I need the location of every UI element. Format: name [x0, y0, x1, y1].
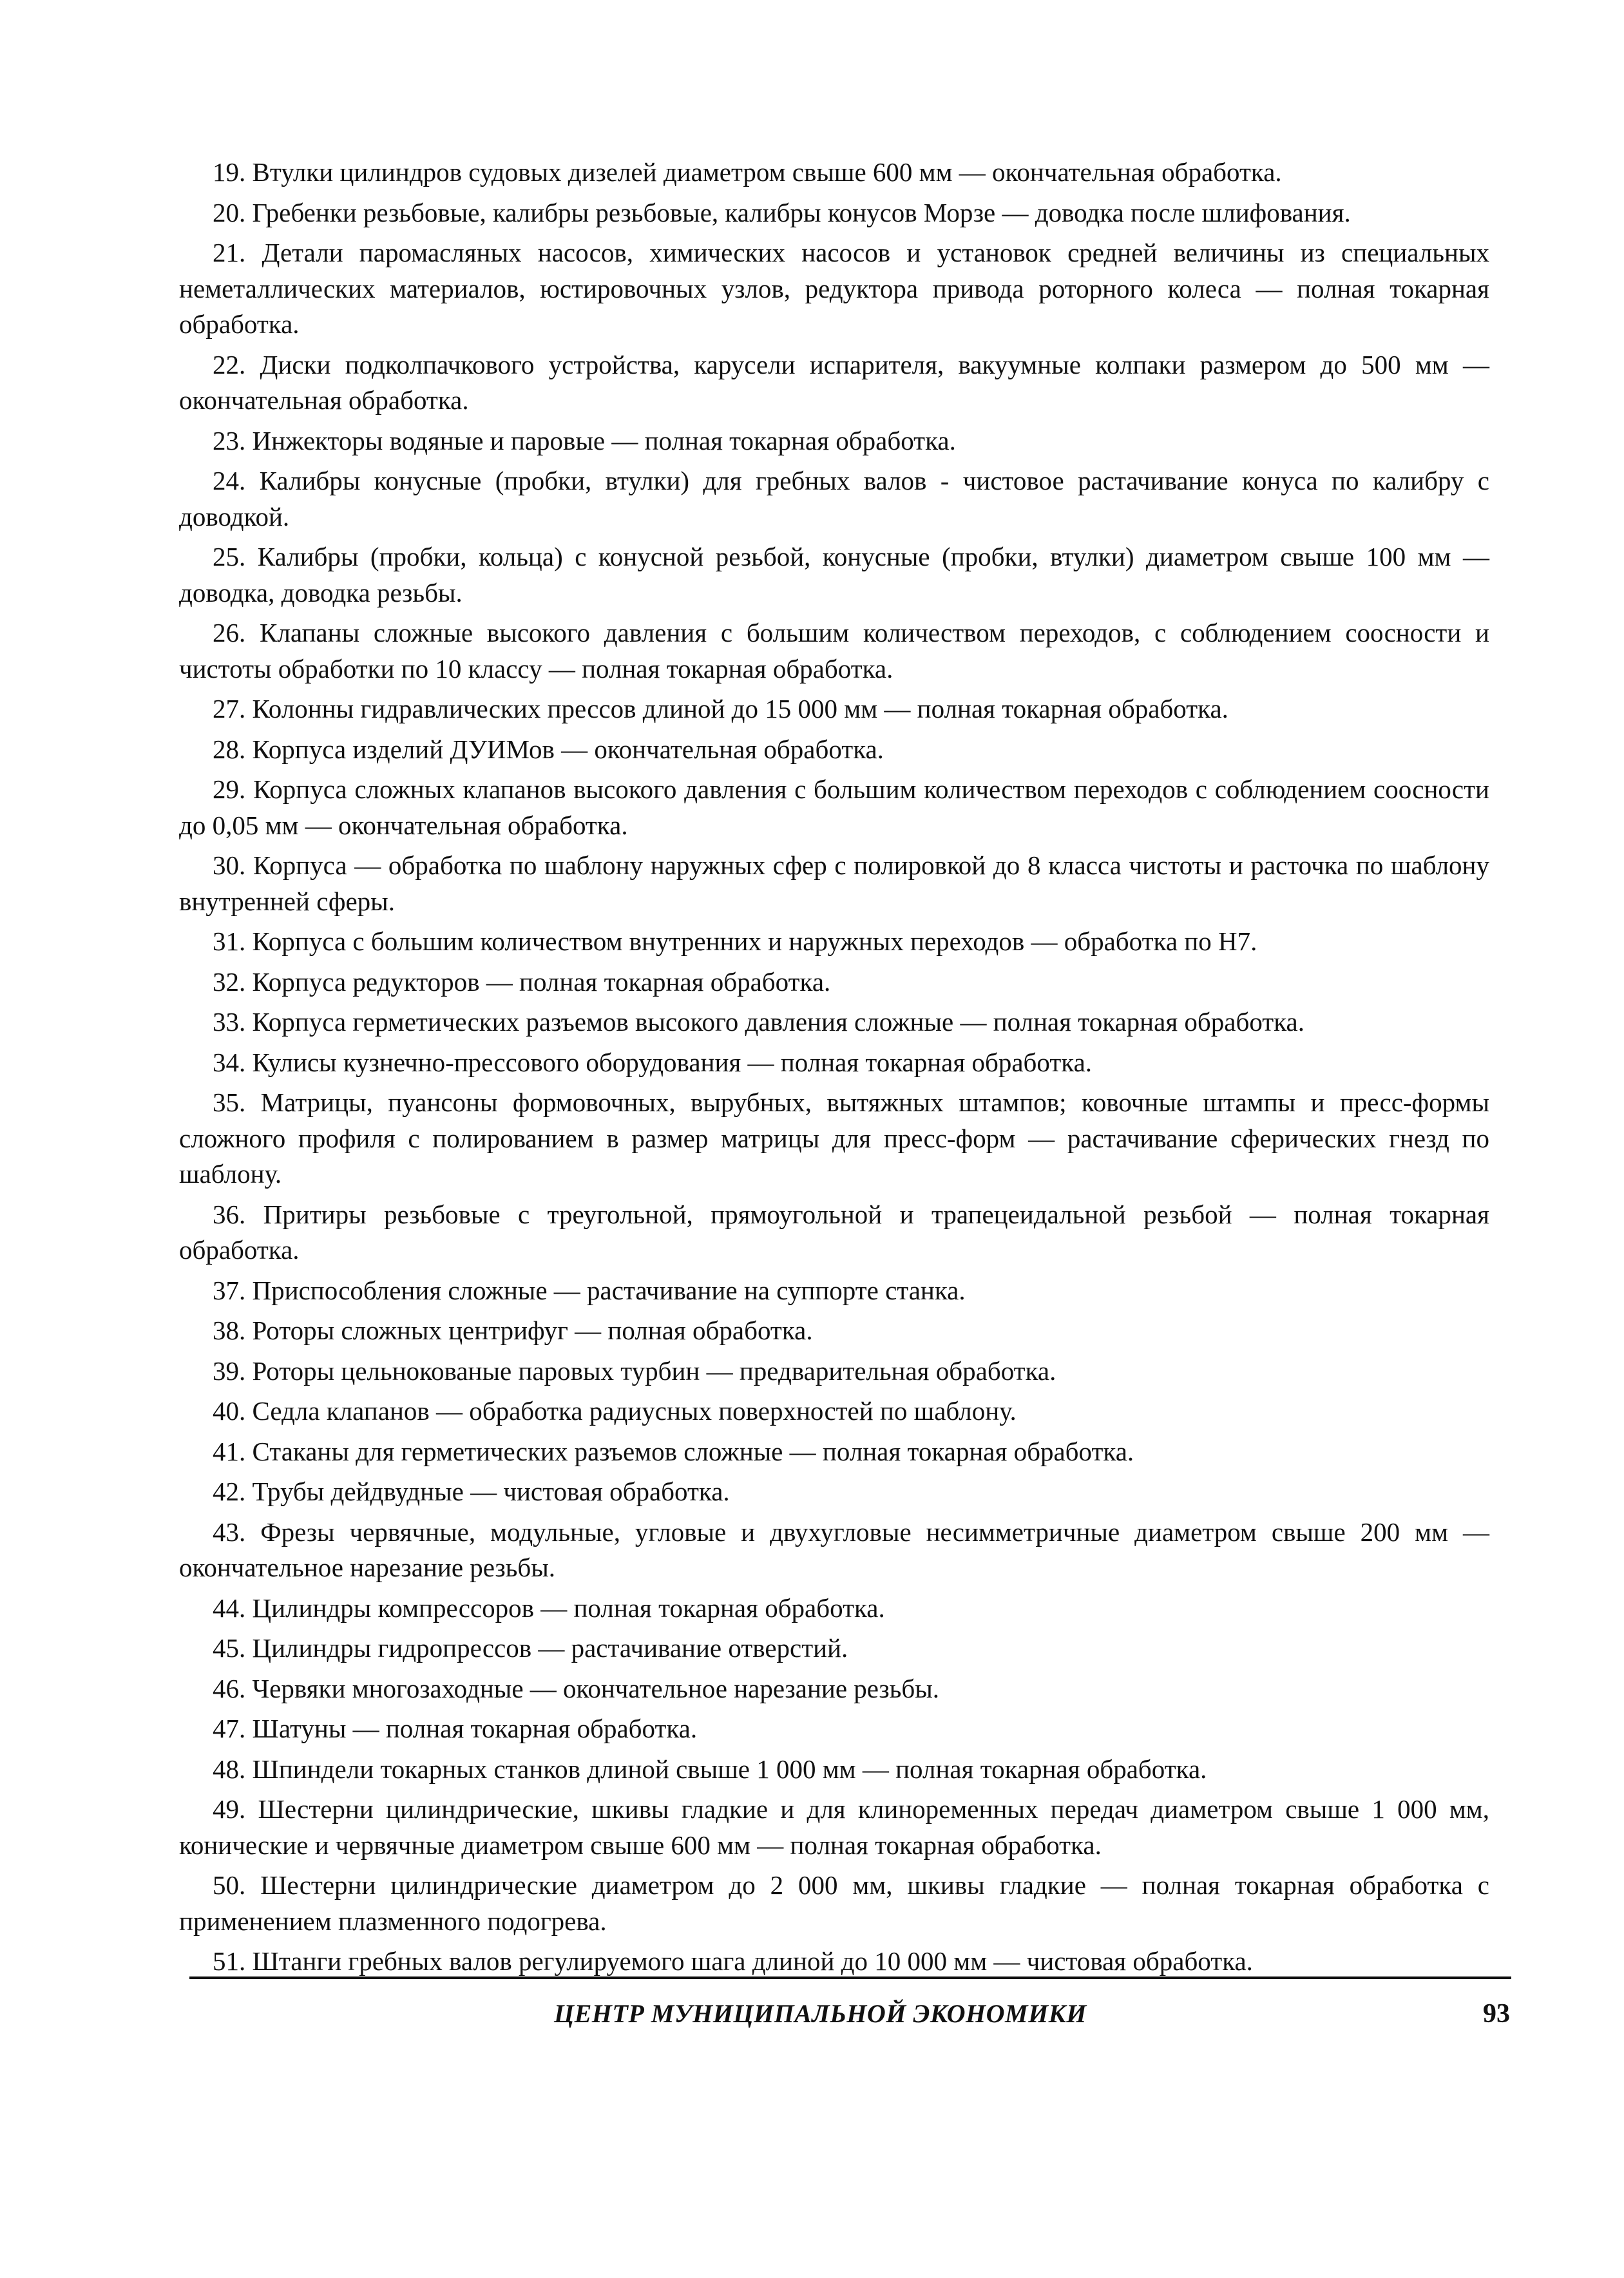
list-item: 44. Цилиндры компрессоров — полная токарная обработка. — [213, 1593, 885, 1623]
list-item: 30. Корпуса — обработка по шаблону наружных сфер с полировкой до 8 класса чистоты и расточка по шаблону внутренней сферы. — [179, 850, 1489, 916]
list-item: 42. Трубы дейдвудные — чистовая обработка. — [213, 1477, 730, 1506]
list-item: 38. Роторы сложных центрифуг — полная обработка. — [213, 1316, 813, 1345]
list-item: 31. Корпуса с большим количеством внутренних и наружных переходов — обработка по Н7. — [213, 926, 1257, 956]
list-item: 19. Втулки цилиндров судовых дизелей диаметром свыше 600 мм — окончательная обработка. — [213, 157, 1282, 187]
list-item: 32. Корпуса редукторов — полная токарная обработка. — [213, 966, 831, 997]
list-item: 27. Колонны гидравлических прессов длиной до 15 000 мм — полная токарная обработка. — [213, 694, 1228, 723]
list-item: 51. Штанги гребных валов регулируемого шага длиной до 10 000 мм — чистовая обработка. — [213, 1946, 1253, 1976]
list-item: 22. Диски подколпачкового устройства, карусели испарителя, вакуумные колпаки размером до 500 мм — окончательная обработка. — [179, 349, 1489, 415]
item-list — [179, 155, 1489, 1984]
list-item: 34. Кулисы кузнечно-прессового оборудования — полная токарная обработка. — [213, 1047, 1093, 1077]
list-item: 40. Седла клапанов — обработка радиусных поверхностей по шаблону. — [213, 1396, 1017, 1426]
list-item: 25. Калибры (пробки, кольца) с конусной резьбой, конусные (пробки, втулки) диаметром свыше 100 мм — доводка, доводка резьбы. — [179, 542, 1489, 608]
list-item: 49. Шестерни цилиндрические, шкивы гладкие и для клиноременных передач диаметром свыше 1 000 мм, конические и червячные диаметром свыше 600 мм — полная токарная обработка. — [179, 1794, 1489, 1860]
list-item: 47. Шатуны — полная токарная обработка. — [213, 1714, 698, 1743]
list-item: 29. Корпуса сложных клапанов высокого давления с большим количеством переходов с соблюдением соосности до 0,05 мм — окончательная обработка. — [179, 774, 1489, 840]
footer-divider — [189, 1977, 1511, 1979]
list-item: 20. Гребенки резьбовые, калибры резьбовые, калибры конусов Морзе — доводка после шлифования. — [213, 197, 1351, 227]
list-item: 39. Роторы цельнокованые паровых турбин — предварительная обработка. — [213, 1355, 1056, 1386]
list-item: 21. Детали паромасляных насосов, химических насосов и установок средней величины из специальных неметаллических материалов, юстировочных узлов, редуктора привода роторного колеса — полная токарная обработка. — [179, 238, 1489, 339]
list-item: 37. Приспособления сложные — растачивание на суппорте станка. — [213, 1275, 966, 1305]
list-item: 48. Шпиндели токарных станков длиной свыше 1 000 мм — полная токарная обработка. — [213, 1754, 1207, 1784]
list-item: 33. Корпуса герметических разъемов высокого давления сложные — полная токарная обработка. — [213, 1007, 1304, 1037]
list-item: 35. Матрицы, пуансоны формовочных, вырубных, вытяжных штампов; ковочные штампы и пресс-формы сложного профиля с полированием в размер матрицы для пресс-форм — растачивание сферических гнезд по шаблону. — [179, 1087, 1489, 1189]
list-item: 41. Стаканы для герметических разъемов сложные — полная токарная обработка. — [213, 1436, 1134, 1466]
list-item: 26. Клапаны сложные высокого давления с большим количеством переходов, с соблюдением соосности и чистоты обработки по 10 классу — полная токарная обработка. — [179, 618, 1489, 684]
footer-title: ЦЕНТР МУНИЦИПАЛЬНОЙ ЭКОНОМИКИ — [554, 1999, 1087, 2028]
list-item: 23. Инжекторы водяные и паровые — полная токарная обработка. — [213, 425, 956, 455]
list-item: 46. Червяки многозаходные — окончательное нарезание резьбы. — [213, 1673, 940, 1703]
page-number: 93 — [1483, 1999, 1510, 2029]
list-item: 28. Корпуса изделий ДУИМов — окончательная обработка. — [213, 734, 884, 764]
list-item: 45. Цилиндры гидропрессов — растачивание отверстий. — [213, 1633, 848, 1663]
list-item: 43. Фрезы червячные, модульные, угловые и двухугловые несимметричные диаметром свыше 200 мм — окончательное нарезание резьбы. — [179, 1517, 1489, 1582]
list-item: 36. Притиры резьбовые с треугольной, прямоугольной и трапецеидальной резьбой — полная токарная обработка. — [179, 1199, 1489, 1265]
list-item: 24. Калибры конусные (пробки, втулки) для гребных валов - чистовое растачивание конуса по калибру с доводкой. — [179, 466, 1489, 531]
list-item: 50. Шестерни цилиндрические диаметром до 2 000 мм, шкивы гладкие — полная токарная обработка с применением плазменного подогрева. — [179, 1870, 1489, 1936]
